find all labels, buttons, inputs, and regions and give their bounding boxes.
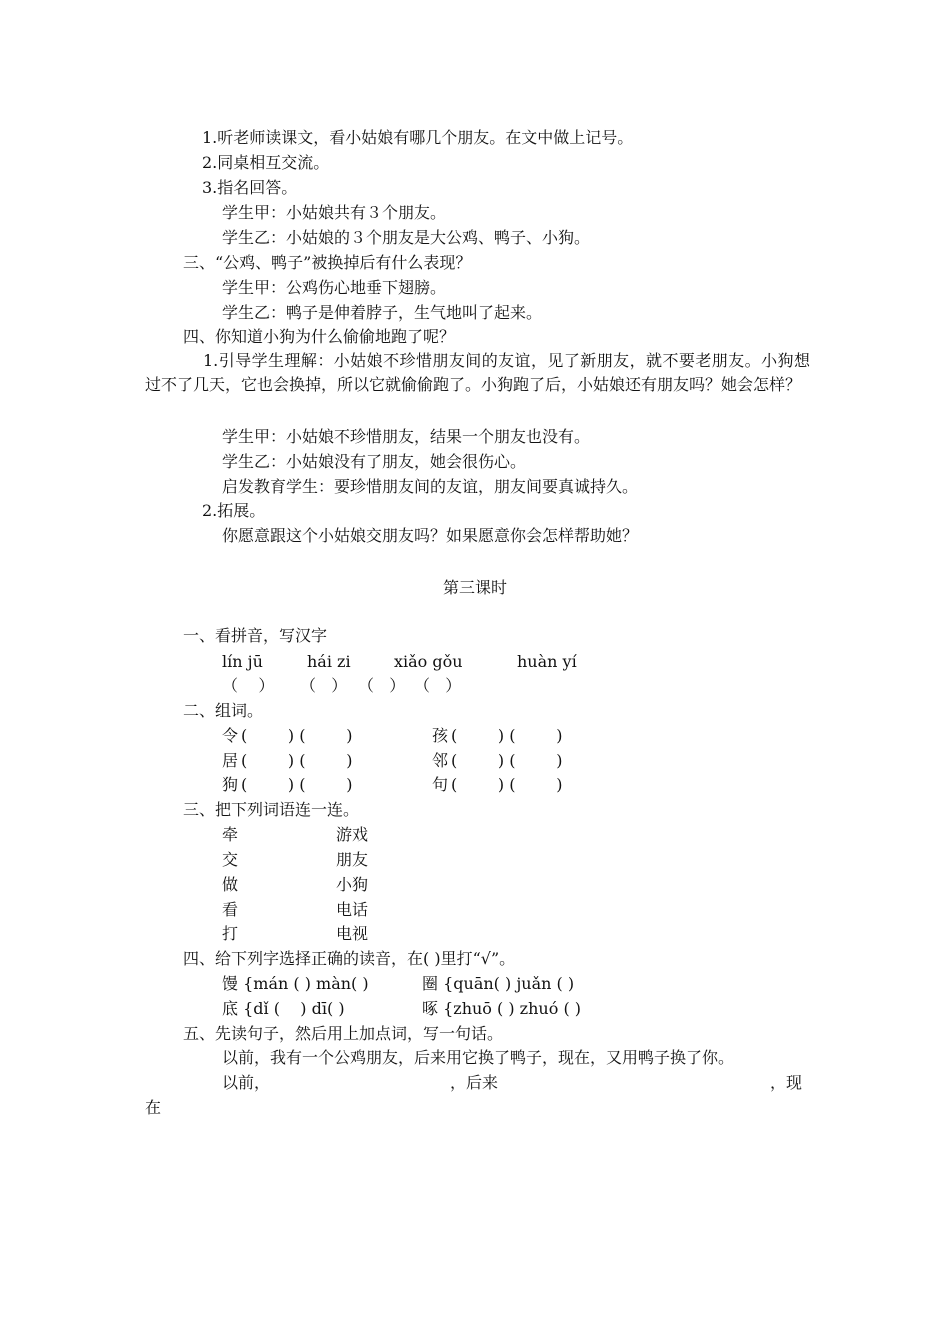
step-3: 3.指名回答。	[202, 178, 298, 197]
exercise-2-heading: 二、组词。	[183, 701, 264, 720]
student-a-answer: 学生甲：小姑娘共有３个朋友。	[222, 203, 447, 222]
student-a-rooster: 学生甲：公鸡伤心地垂下翅膀。	[222, 278, 447, 297]
match-right: 电视	[336, 924, 369, 943]
step-2: 2.同桌相互交流。	[202, 153, 330, 172]
match-right: 朋友	[336, 850, 369, 869]
word-char: 邻	[432, 751, 449, 770]
pronunciation-choice: 底 {dǐ ( ) dī( )	[222, 999, 345, 1018]
word-char: 狗	[222, 775, 239, 794]
pronunciation-choice: 圈 {quān( ) juǎn ( )	[422, 974, 575, 993]
word-slots: ( ) ( )	[451, 775, 563, 794]
section-four-heading: 四、你知道小狗为什么偷偷地跑了呢？	[183, 327, 456, 346]
section-three-heading: 三、“公鸡、鸭子”被换掉后有什么表现？	[183, 253, 472, 272]
word-slots: ( ) ( )	[241, 751, 353, 770]
word-char: 令	[222, 726, 239, 745]
guidance-paragraph: 1.引导学生理解：小姑娘不珍惜朋友间的友谊，见了新朋友，就不要老朋友。小狗想过不了几天，它也会换掉，所以它就偷偷跑了。小狗跑了后，小姑娘还有朋友吗？她会怎样？	[145, 351, 810, 394]
exercise-1-heading: 一、看拼音，写汉字	[183, 626, 328, 645]
pronunciation-choice: 啄 {zhuō ( ) zhuó ( )	[422, 999, 582, 1018]
blank-1: （ ）	[222, 676, 275, 695]
exercise-3-heading: 三、把下列词语连一连。	[183, 800, 360, 819]
match-right: 游戏	[336, 825, 369, 844]
word-char: 孩	[432, 726, 449, 745]
fill-prompt-continuation: 在	[145, 1098, 162, 1117]
pinyin-2: hái zi	[307, 652, 351, 671]
match-left: 交	[222, 850, 239, 869]
student-b-answer: 学生乙：小姑娘的３个朋友是大公鸡、鸭子、小狗。	[222, 228, 591, 247]
word-char: 句	[432, 775, 449, 794]
match-right: 小狗	[336, 875, 369, 894]
pronunciation-choice: 馒 {mán ( ) màn( )	[222, 974, 369, 993]
student-a-reflection: 学生甲：小姑娘不珍惜朋友，结果一个朋友也没有。	[222, 427, 591, 446]
step-1: 1.听老师读课文，看小姑娘有哪几个朋友。在文中做上记号。	[202, 128, 634, 147]
blank-2: （ ）	[300, 676, 348, 695]
match-left: 做	[222, 875, 239, 894]
extension-question: 你愿意跟这个小姑娘交朋友吗？如果愿意你会怎样帮助她？	[222, 526, 639, 545]
match-right: 电话	[336, 900, 369, 919]
match-left: 看	[222, 900, 239, 919]
exercise-4-heading: 四、给下列字选择正确的读音，在( )里打“√”。	[183, 949, 516, 968]
pinyin-4: huàn yí	[517, 652, 577, 671]
word-slots: ( ) ( )	[241, 726, 353, 745]
match-left: 打	[222, 924, 239, 943]
word-char: 居	[222, 751, 239, 770]
lesson-title: 第三课时	[442, 578, 507, 597]
word-slots: ( ) ( )	[451, 726, 563, 745]
exercise-5-heading: 五、先读句子，然后用上加点词，写一句话。	[183, 1024, 504, 1043]
teacher-conclusion: 启发教育学生：要珍惜朋友间的友谊，朋友间要真诚持久。	[222, 477, 639, 496]
pinyin-1: lín jū	[222, 652, 263, 671]
blank-4: （ ）	[414, 676, 462, 695]
word-slots: ( ) ( )	[241, 775, 353, 794]
pinyin-3: xiǎo gǒu	[394, 652, 463, 671]
blank-3: （ ）	[358, 676, 406, 695]
student-b-reflection: 学生乙：小姑娘没有了朋友，她会很伤心。	[222, 452, 527, 471]
fill-prompt-before: 以前，	[222, 1073, 271, 1092]
word-slots: ( ) ( )	[451, 751, 563, 770]
example-sentence: 以前，我有一个公鸡朋友，后来用它换了鸭子，现在，又用鸭子换了你。	[222, 1048, 735, 1067]
student-b-duck: 学生乙：鸭子是伸着脖子，生气地叫了起来。	[222, 303, 543, 322]
fill-prompt-now: ，现	[770, 1073, 803, 1092]
fill-prompt-later: ，后来	[450, 1073, 499, 1092]
match-left: 牵	[222, 825, 239, 844]
extension-label: 2.拓展。	[202, 501, 266, 520]
